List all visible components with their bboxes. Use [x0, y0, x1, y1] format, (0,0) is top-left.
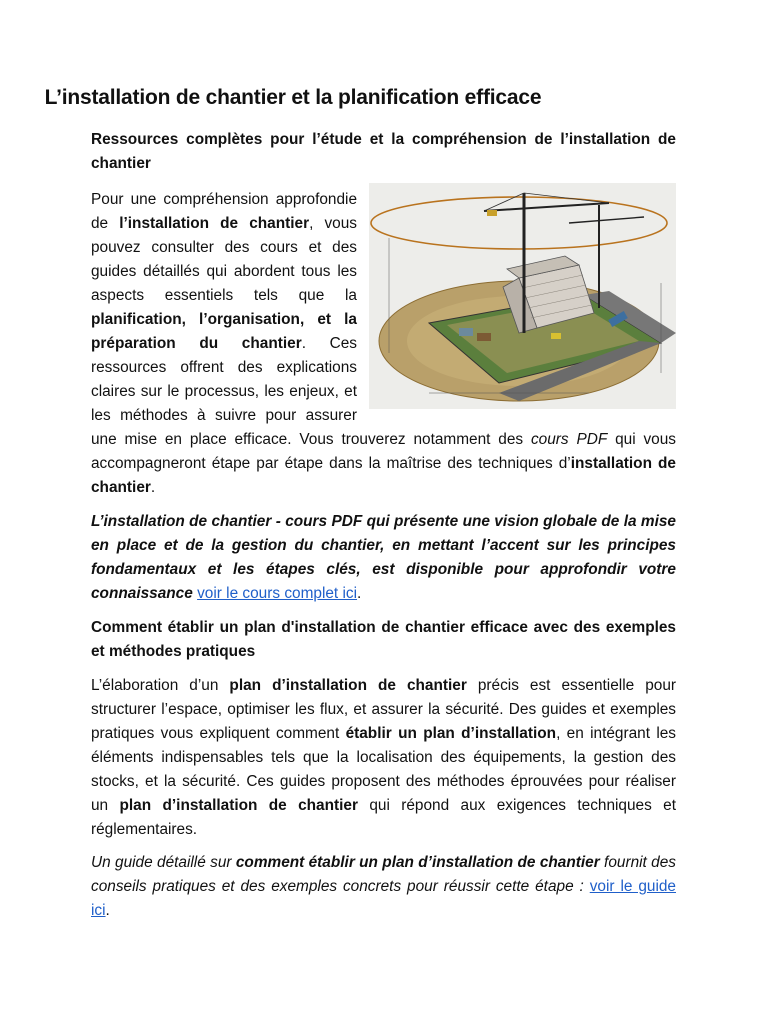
section-heading: Comment établir un plan d'installation de chantier efficace avec des exemples et méthodes pratiques [91, 619, 676, 660]
guide-bold-1: comment établir un plan d’installation de chantier [235, 854, 600, 871]
intro-text-4: qui vous accompagneront étape par étape dans la maîtrise des techniques d’ [91, 431, 676, 472]
pdf-course-end: . [357, 585, 362, 602]
pdf-course-paragraph [91, 510, 676, 606]
course-link[interactable]: voir le cours complet ici [197, 585, 358, 602]
plan-paragraph [91, 674, 676, 842]
intro-text-5: . [150, 479, 156, 496]
subtitle: Ressources complètes pour l’étude et la compréhension de l’installation de chantier [91, 131, 676, 172]
plan-bold-3: plan d’installation de chantier [119, 797, 358, 814]
intro-paragraph [91, 188, 676, 500]
plan-text-3: , en intégrant les éléments indispensables tels que la localisation des équipements, la gestion des stocks, et la sécurité. Ces guides proposent des méthodes éprouvées pour réaliser un [91, 725, 677, 814]
intro-text-3: . Ces ressources offrent des explications claires sur le processus, les enjeux, et les méthodes à suivre pour assurer une mise en place efficace. Vous trouverez notamment des [91, 335, 531, 448]
intro-text-2: , vous pouvez consulter des cours et des guides détaillés qui abordent tous les aspects essentiels tels que la [91, 215, 357, 304]
plan-text-1: L’élaboration d’un [91, 677, 230, 694]
guide-link[interactable]: voir le guide ici [91, 878, 676, 919]
plan-bold-2: établir un plan d’installation [345, 725, 557, 742]
page-title: L’installation de chantier et la planification efficace [44, 86, 542, 109]
pdf-course-text: L’installation de chantier - cours PDF qui présente une vision globale de la mise en place et de la gestion du chantier, en mettant l’accent sur les principes fondamentaux et les étapes clés, est disponible pour approfondir votre connaissance [91, 513, 676, 602]
intro-bold-3: installation de chantier [91, 455, 676, 496]
intro-bold-2: planification, l’organisation, et la préparation du chantier [91, 311, 357, 352]
intro-bold-1: l’installation de chantier [119, 215, 310, 232]
intro-italic-1: cours PDF [530, 431, 608, 448]
guide-text-1: Un guide détaillé sur [91, 854, 236, 871]
guide-text-2: fournit des conseils pratiques et des exemples concrets pour réussir cette étape : [91, 854, 676, 895]
plan-text-4: qui répond aux exigences techniques et réglementaires. [91, 797, 676, 838]
guide-paragraph [91, 851, 676, 923]
guide-end: . [105, 902, 110, 919]
intro-text-1: Pour une compréhension approfondie de [91, 191, 357, 232]
plan-text-2: précis est essentielle pour structurer l’espace, optimiser les flux, et assurer la sécurité. Des guides et exemples pratiques vous expliquent comment [91, 677, 677, 742]
construction-site-illustration [369, 183, 676, 409]
plan-bold-1: plan d’installation de chantier [229, 677, 467, 694]
